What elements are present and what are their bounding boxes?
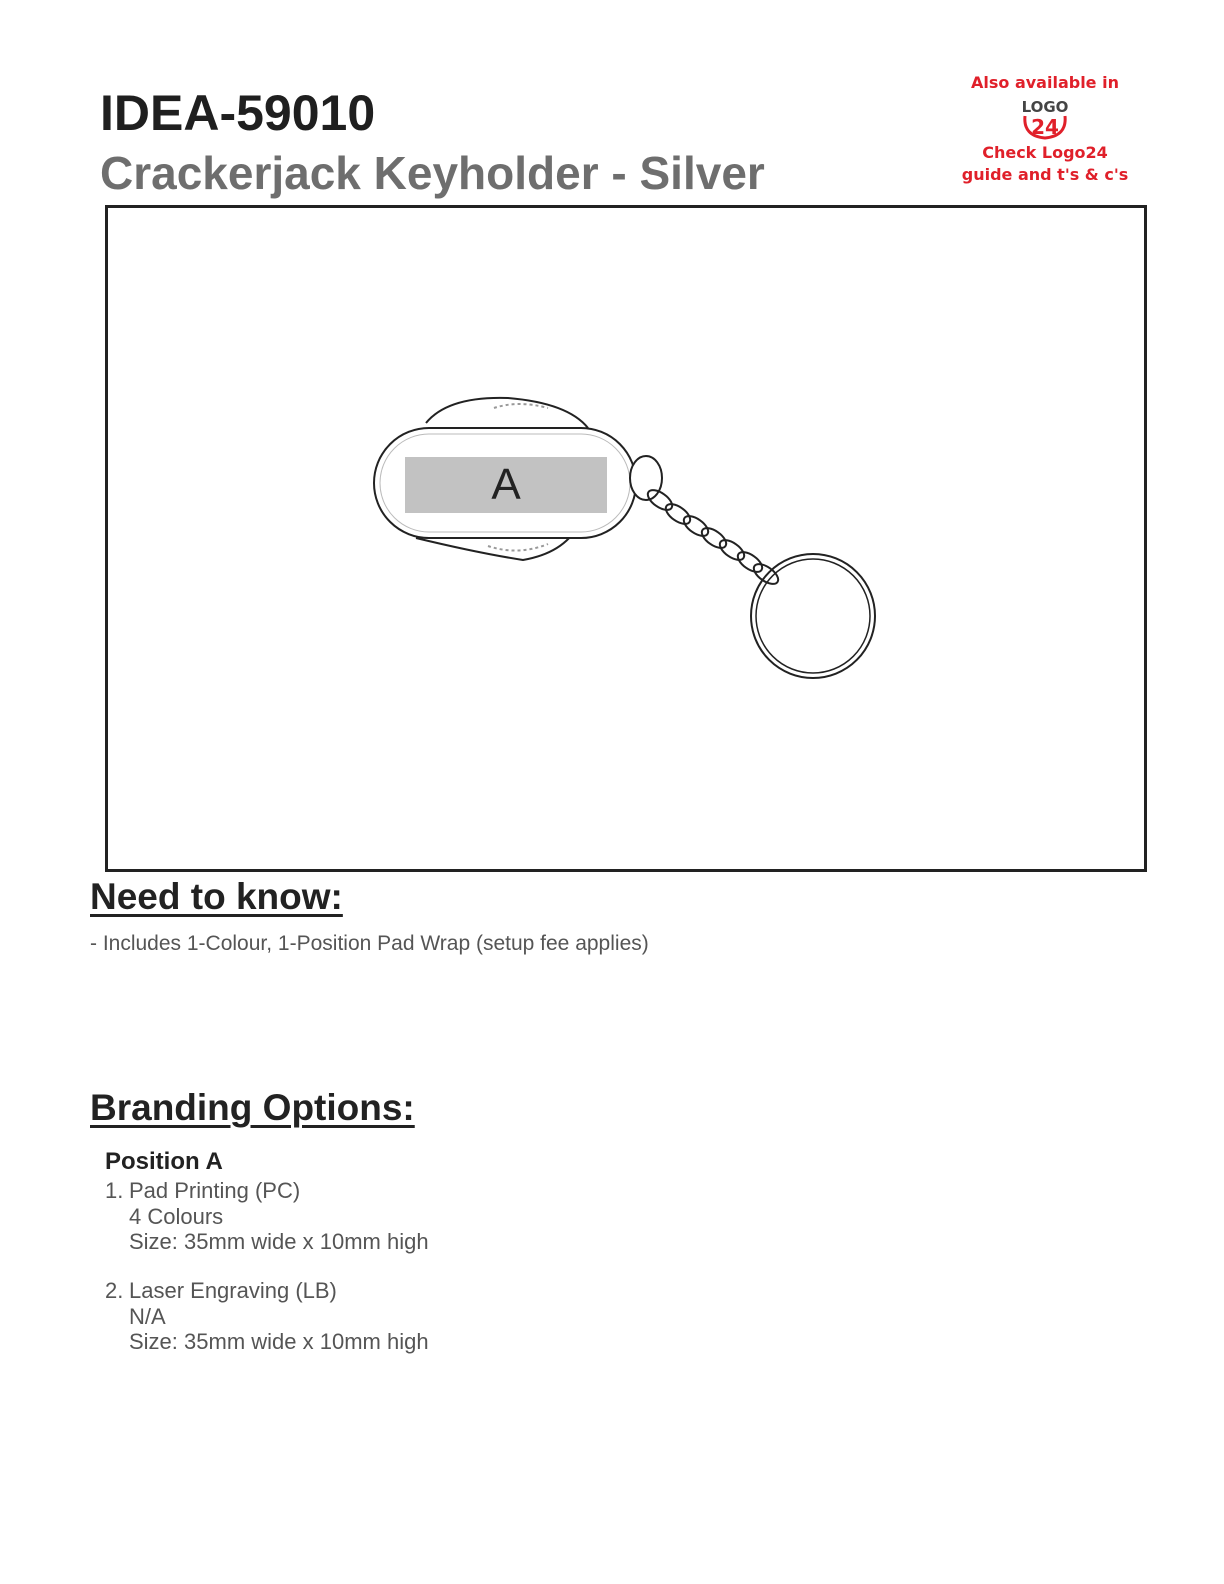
- branding-option-pad-printing: [105, 1178, 429, 1255]
- product-name: Crackerjack Keyholder - Silver: [100, 147, 765, 199]
- option-colours: N/A: [129, 1303, 166, 1329]
- product-code: IDEA-59010: [100, 85, 376, 141]
- option-name: Pad Printing (PC): [129, 1178, 301, 1203]
- logo24-logo-number: 24: [1031, 115, 1059, 139]
- need-to-know-heading: Need to know:: [90, 876, 343, 917]
- option-number: 2.: [105, 1278, 124, 1303]
- keyholder-split-ring: [751, 554, 875, 678]
- logo24-top-text: Also available in: [971, 73, 1119, 92]
- branding-area-label: A: [491, 460, 521, 509]
- option-size: Size: 35mm wide x 10mm high: [129, 1329, 429, 1354]
- product-image-frame: [105, 205, 1147, 872]
- logo24-availability-badge: [950, 72, 1140, 202]
- option-number: 1.: [105, 1178, 124, 1203]
- keyholder-illustration: [108, 208, 1144, 869]
- logo24-bottom-line-2: guide and t's & c's: [961, 165, 1129, 184]
- logo24-logo-word: LOGO: [1021, 98, 1069, 116]
- branding-option-laser-engraving: [105, 1278, 429, 1355]
- logo24-logo-icon: [1015, 96, 1075, 140]
- logo24-bottom-line-1: Check Logo24: [982, 143, 1108, 162]
- keyholder-attachment-loop: [630, 456, 662, 500]
- branding-options-heading: Branding Options:: [90, 1087, 415, 1128]
- keyholder-upper-wing: [426, 398, 588, 428]
- need-to-know-item: - Includes 1-Colour, 1-Position Pad Wrap (setup fee applies): [90, 932, 649, 955]
- option-colours: 4 Colours: [129, 1203, 224, 1229]
- option-size: Size: 35mm wide x 10mm high: [129, 1229, 429, 1254]
- keyholder-chain: [645, 486, 782, 588]
- position-a-title: Position A: [105, 1148, 223, 1175]
- option-name: Laser Engraving (LB): [129, 1278, 337, 1303]
